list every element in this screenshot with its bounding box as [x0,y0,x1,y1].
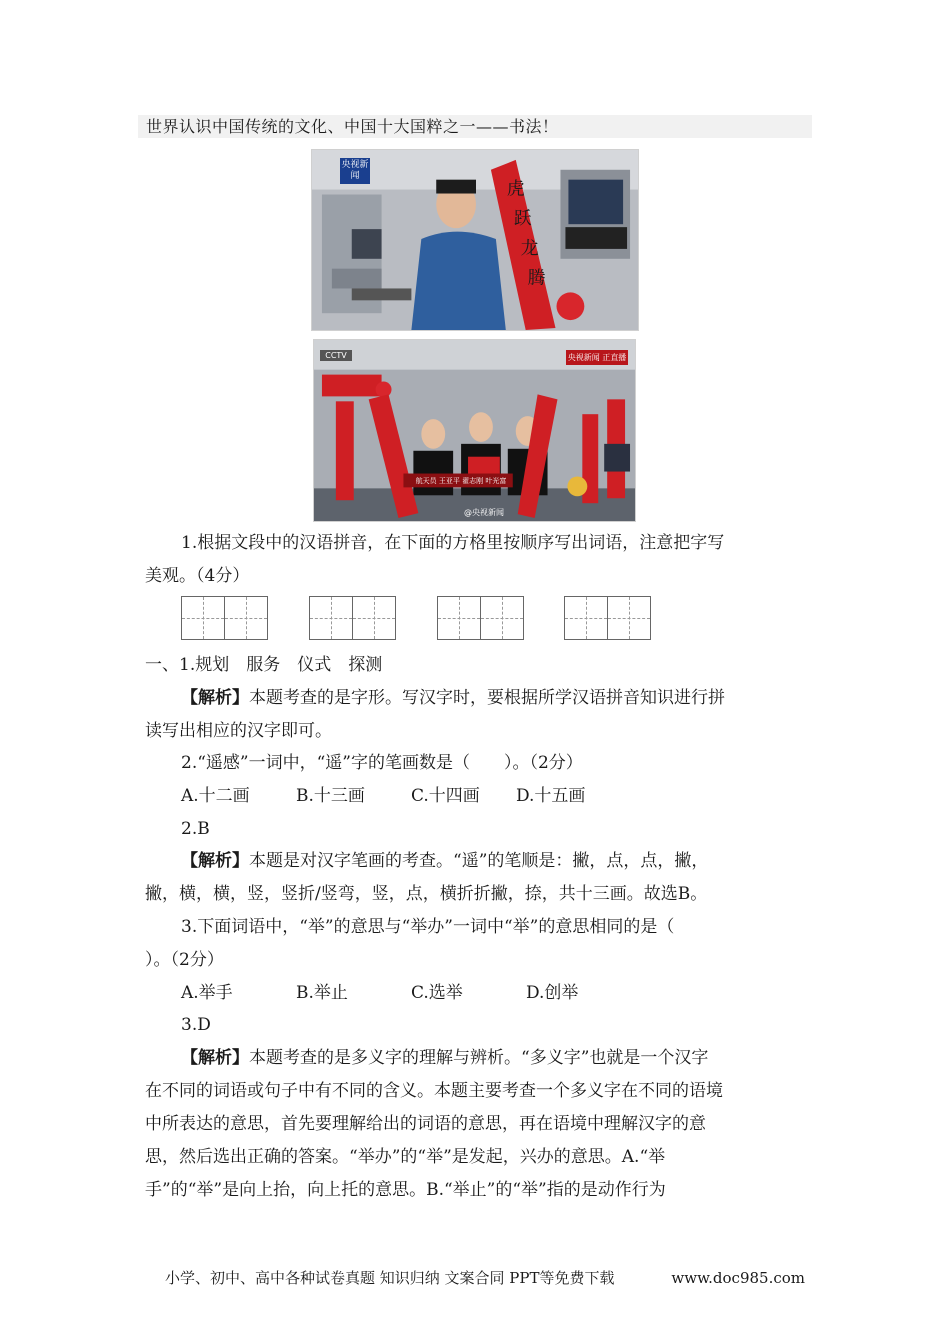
svg-text:龙: 龙 [520,237,539,259]
writing-grid-3[interactable] [437,596,523,641]
option-a: A.十二画 [181,786,250,806]
analysis-1-line-1: 【解析】本题考查的是字形。写汉字时，要根据所学汉语拼音知识进行拼 [181,688,725,708]
analysis-label: 【解析】 [181,688,249,708]
analysis-3-line-1: 【解析】本题考查的是多义字的理解与辨析。“多义字”也就是一个汉字 [181,1048,709,1068]
answer-2: 2.B [181,819,210,839]
analysis-2-line-1: 【解析】本题是对汉字笔画的考查。“遥”的笔顺是：撇，点，点，撇， [181,851,709,871]
question-1-line-2: 美观。（4分） [145,566,250,586]
analysis-label: 【解析】 [181,851,249,871]
cctv-channel-logo: CCTV [320,350,352,361]
answer-3: 3.D [181,1015,211,1035]
svg-text:腾: 腾 [527,267,546,289]
analysis-3-line-2: 在不同的词语或句子中有不同的含义。本题主要考查一个多义字在不同的语境 [145,1081,723,1101]
grid-cell[interactable] [309,596,353,640]
writing-grid-2[interactable] [309,596,395,641]
analysis-2-line-2: 撇，横，横，竖，竖折/竖弯，竖，点，横折折撇，捺，共十三画。故选B。 [145,884,708,904]
astronaut-photo-2 [313,339,636,522]
grid-cell[interactable] [480,596,524,640]
option-d: D.创举 [526,983,579,1003]
grid-cell[interactable] [181,596,225,640]
analysis-3-line-5: 手”的“举”是向上抬，向上托的意思。B.“举止”的“举”指的是动作行为 [145,1180,666,1200]
option-b: B.举止 [296,983,348,1003]
footer-text: 小学、初中、高中各种试卷真题 知识归纳 文案合同 PPT等免费下载 [165,1269,615,1287]
writing-grid-4[interactable] [564,596,650,641]
question-3-line-1: 3.下面词语中，“举”的意思与“举办”一词中“举”的意思相同的是（ [181,917,675,937]
question-3-options [181,977,841,1010]
astronaut-names-caption: 航天员 王亚平 翟志刚 叶光富 [415,477,507,485]
analysis-label: 【解析】 [181,1048,249,1068]
analysis-3-line-4: 思，然后选出正确的答案。“举办”的“举”是发起，兴办的意思。A.“举 [145,1147,666,1167]
question-1-line-1: 1.根据文段中的汉语拼音，在下面的方格里按顺序写出词语，注意把字写 [181,533,725,553]
grid-cell[interactable] [607,596,651,640]
astronaut-photo-1 [311,149,639,331]
question-3-line-2: ）。（2分） [145,950,224,970]
grid-cell[interactable] [352,596,396,640]
answer-section-1: 一、1.规划 服务 仪式 探测 [145,655,383,675]
option-c: C.选举 [411,983,463,1003]
footer-url[interactable]: www.doc985.com [671,1269,805,1287]
space-station-scene-2 [314,340,635,521]
analysis-3-line-3: 中所表达的意思，首先要理解给出的词语的意思，再在语境中理解汉字的意 [145,1114,706,1134]
option-b: B.十三画 [296,786,365,806]
live-broadcast-badge: 央视新闻 正直播 [566,350,628,365]
option-c: C.十四画 [411,786,480,806]
page-footer [165,1266,805,1290]
analysis-1-line-2: 读写出相应的汉字即可。 [145,721,332,741]
svg-text:跃: 跃 [513,208,532,230]
weibo-watermark: @央视新闻 [464,508,504,517]
question-2-options [181,780,841,813]
option-a: A.举手 [181,983,233,1003]
intro-heading: 世界认识中国传统的文化、中国十大国粹之一——书法！ [138,115,812,138]
writing-grid-1[interactable] [181,596,267,641]
grid-cell[interactable] [437,596,481,640]
svg-text:虎: 虎 [506,178,525,200]
cctv-news-logo: 央视新闻 [340,158,370,184]
option-d: D.十五画 [516,786,586,806]
question-2: 2.“遥感”一词中，“遥”字的笔画数是（ ）。（2分） [181,753,583,773]
grid-cell[interactable] [224,596,268,640]
grid-cell[interactable] [564,596,608,640]
